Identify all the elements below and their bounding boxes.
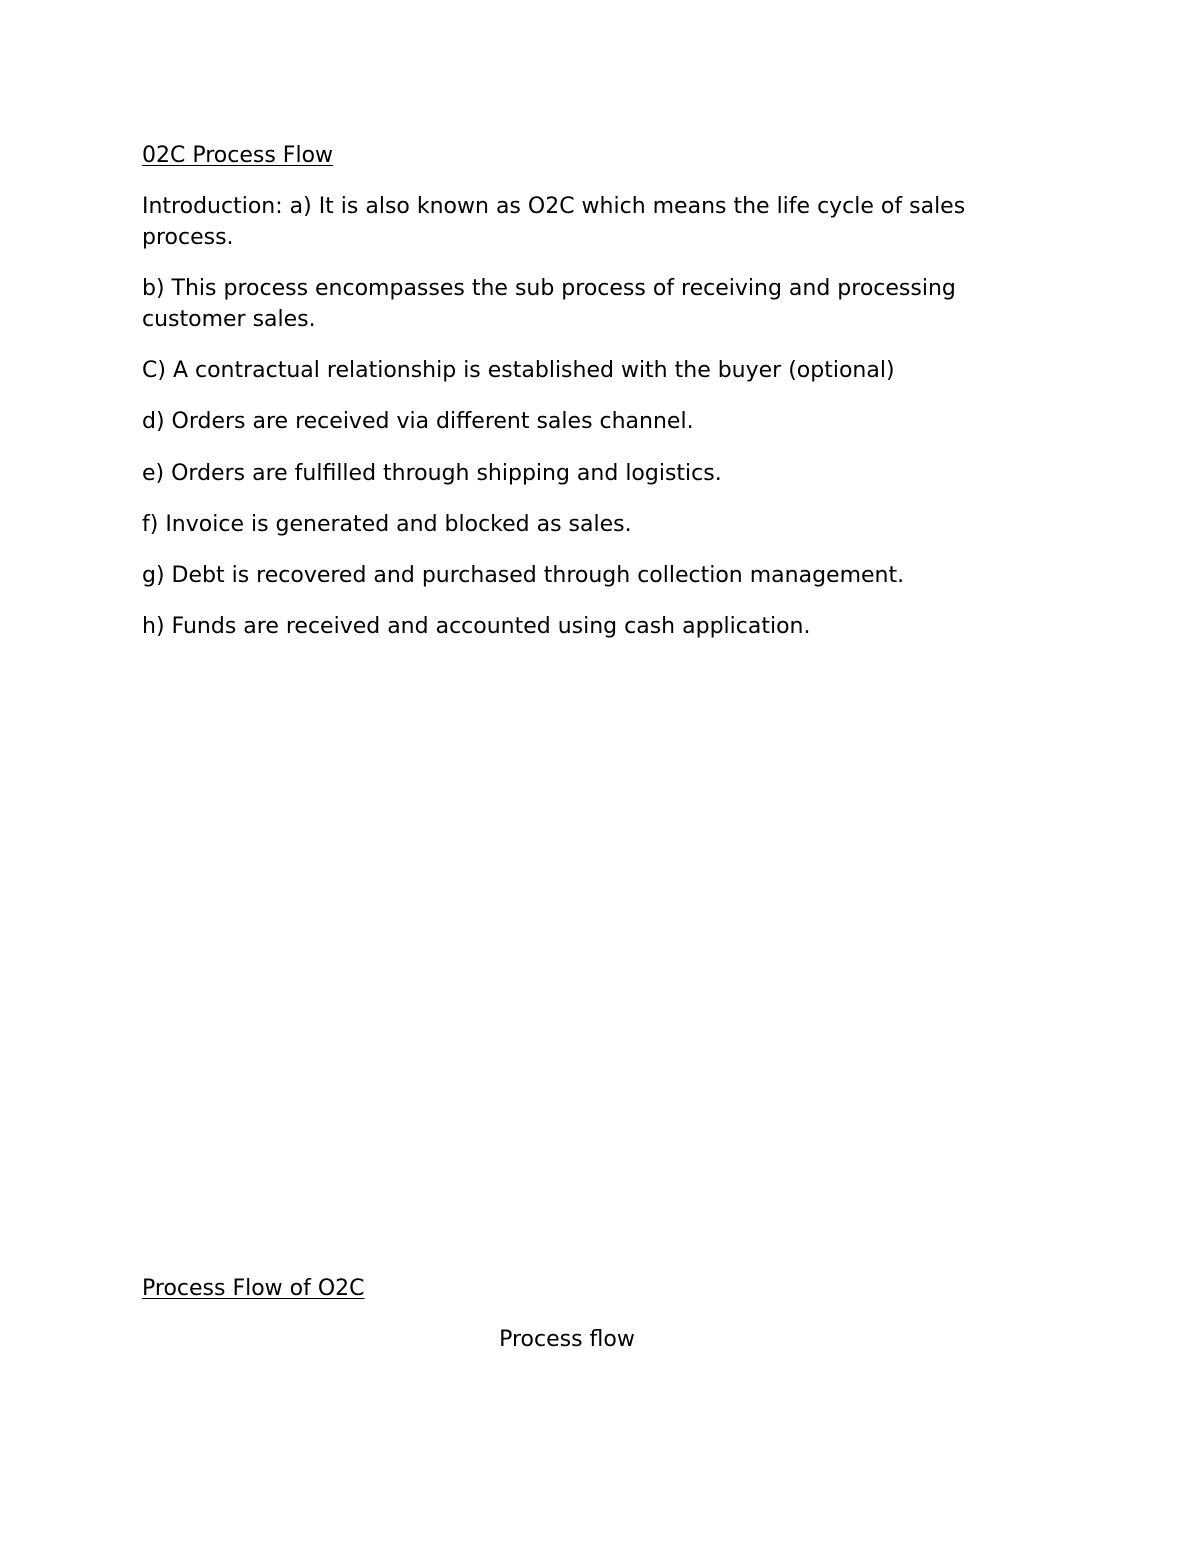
section-caption: Process flow: [499, 1327, 635, 1352]
intro-paragraph-e: e) Orders are fulfilled through shipping and logistics.: [142, 461, 722, 486]
intro-paragraph-d: d) Orders are received via different sales channel.: [142, 409, 694, 434]
intro-paragraph-c: C) A contractual relationship is established with the buyer (optional): [142, 358, 895, 383]
section-heading: Process Flow of O2C: [142, 1276, 365, 1301]
intro-paragraph-b: b) This process encompasses the sub process of receiving and processing customer sales.: [142, 276, 956, 332]
intro-paragraph-h: h) Funds are received and accounted using cash application.: [142, 614, 811, 639]
intro-paragraph-g: g) Debt is recovered and purchased through collection management.: [142, 563, 905, 588]
intro-paragraph-a: Introduction: a) It is also known as O2C which means the life cycle of sales process.: [142, 194, 966, 250]
intro-paragraph-f: f) Invoice is generated and blocked as sales.: [142, 512, 632, 537]
document-title: 02C Process Flow: [142, 143, 334, 168]
